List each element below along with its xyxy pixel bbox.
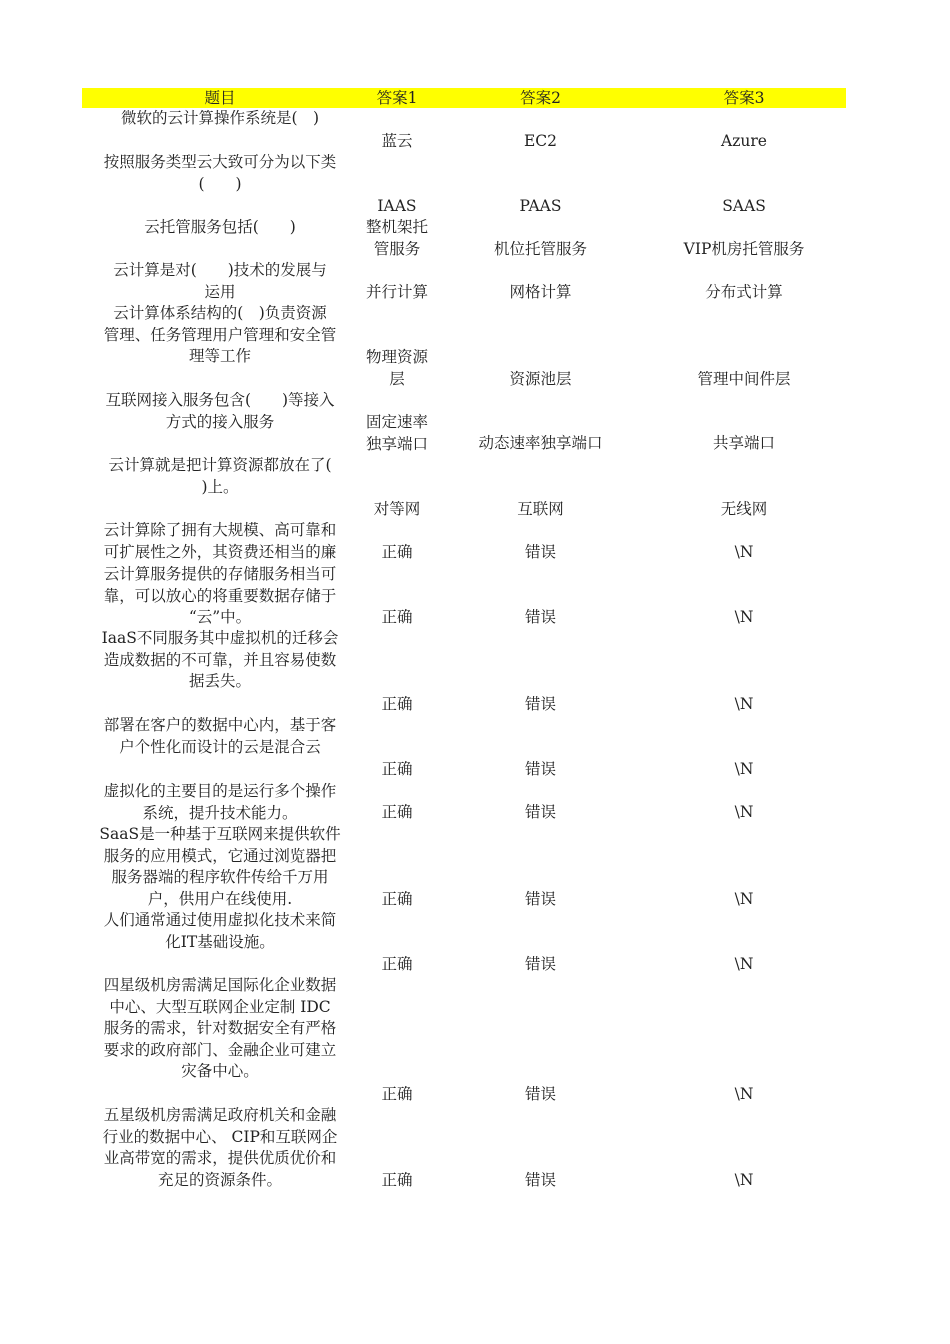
answer2-cell: EC2	[523, 132, 558, 150]
answer2-cell: 错误	[524, 543, 556, 561]
question-cell: 云计算体系结构的( )负责资源 管理、任务管理用户管理和安全管 理等工作	[103, 304, 337, 366]
answer3-cell: \N	[734, 1171, 754, 1189]
answer3-cell: 共享端口	[712, 434, 775, 452]
answer3-cell: \N	[734, 1085, 754, 1103]
question-cell: 微软的云计算操作系统是( )	[120, 109, 320, 127]
question-cell: 云计算就是把计算资源都放在了( )上。	[108, 456, 332, 496]
answer3-cell: \N	[734, 890, 754, 908]
answer2-cell: PAAS	[519, 197, 562, 215]
answer2-cell: 错误	[524, 890, 556, 908]
question-cell: 按照服务类型云大致可分为以下类 ( )	[103, 153, 337, 193]
answer2-cell: 资源池层	[509, 370, 572, 388]
answer1-cell: 正确	[381, 608, 413, 626]
answer3-cell: SAAS	[722, 197, 766, 215]
question-cell: IaaS不同服务其中虚拟机的迁移会 造成数据的不可靠，并且容易使数 据丢失。	[101, 629, 339, 691]
answer2-cell: 动态速率独享端口	[478, 434, 603, 452]
answer2-cell: 错误	[524, 955, 556, 973]
header-answer1: 答案1	[376, 89, 418, 107]
answer3-cell: Azure	[721, 132, 767, 150]
question-cell: 云计算除了拥有大规模、高可靠和 可扩展性之外，其资费还相当的廉	[103, 521, 337, 561]
answer1-cell: 正确	[381, 543, 413, 561]
answer3-cell: \N	[734, 760, 754, 778]
answer1-cell: 正确	[381, 1085, 413, 1103]
answer2-cell: 互联网	[517, 500, 564, 518]
answer2-cell: 错误	[524, 1085, 556, 1103]
answer1-cell: 蓝云	[381, 132, 413, 150]
header-answer2: 答案2	[520, 89, 561, 107]
answer3-cell: 无线网	[720, 500, 768, 518]
answer1-cell: 正确	[381, 803, 413, 821]
answer2-cell: 错误	[524, 695, 556, 713]
answer2-cell: 错误	[524, 608, 556, 626]
answer1-cell: 正确	[381, 955, 413, 973]
answer2-cell: 错误	[524, 1171, 556, 1189]
answer1-cell: 物理资源 层	[365, 348, 428, 388]
answer1-cell: 正确	[381, 1171, 413, 1189]
answer3-cell: 管理中间件层	[697, 370, 791, 388]
header-answer3: 答案3	[723, 89, 765, 107]
question-cell: 部署在客户的数据中心内，基于客 户个性化而设计的云是混合云	[103, 716, 337, 756]
question-cell: 四星级机房需满足国际化企业数据 中心、大型互联网企业定制 IDC 服务的需求，针对数据安全有严格 要求的政府部门、金融企业可建立 灾备中心。	[103, 976, 337, 1081]
question-cell: 人们通常通过使用虚拟化技术来简 化IT基础设施。	[103, 911, 337, 951]
answer1-cell: 并行计算	[365, 283, 428, 301]
answer1-cell: 正确	[381, 760, 413, 778]
question-cell: 五星级机房需满足政府机关和金融 行业的数据中心、 CIP和互联网企 业高带宽的需求，提供优质优价和 充足的资源条件。	[102, 1106, 338, 1189]
question-cell: 云托管服务包括( )	[144, 218, 296, 236]
question-cell: 云计算是对( )技术的发展与 运用	[113, 261, 327, 301]
answer3-cell: 分布式计算	[705, 283, 783, 301]
question-cell: 云计算服务提供的存储服务相当可 靠，可以放心的将重要数据存储于 “云”中。	[103, 565, 337, 627]
header-question: 题目	[204, 89, 236, 107]
answer1-cell: 正确	[381, 890, 413, 908]
answer2-cell: 网格计算	[509, 283, 572, 301]
answer3-cell: \N	[734, 695, 754, 713]
answer1-cell: 对等网	[373, 500, 421, 518]
table-header	[82, 88, 846, 108]
answer2-cell: 错误	[524, 803, 556, 821]
answer1-cell: IAAS	[377, 197, 417, 215]
answer2-cell: 机位托管服务	[493, 240, 587, 258]
question-cell: SaaS是一种基于互联网来提供软件 服务的应用模式，它通过浏览器把 服务器端的程序软件传给千万用 户，供用户在线使用.	[99, 825, 341, 908]
answer3-cell: VIP机房托管服务	[683, 240, 805, 258]
answer1-cell: 正确	[381, 695, 413, 713]
answer3-cell: \N	[734, 955, 754, 973]
answer3-cell: \N	[734, 608, 754, 626]
answer1-cell: 固定速率 独享端口	[365, 413, 428, 453]
question-cell: 虚拟化的主要目的是运行多个操作 系统，提升技术能力。	[103, 782, 337, 822]
answer1-cell: 整机架托 管服务	[365, 218, 428, 258]
answer2-cell: 错误	[524, 760, 556, 778]
question-cell: 互联网接入服务包含( )等接入 方式的接入服务	[105, 391, 335, 431]
answer3-cell: \N	[734, 543, 754, 561]
answer3-cell: \N	[734, 803, 754, 821]
